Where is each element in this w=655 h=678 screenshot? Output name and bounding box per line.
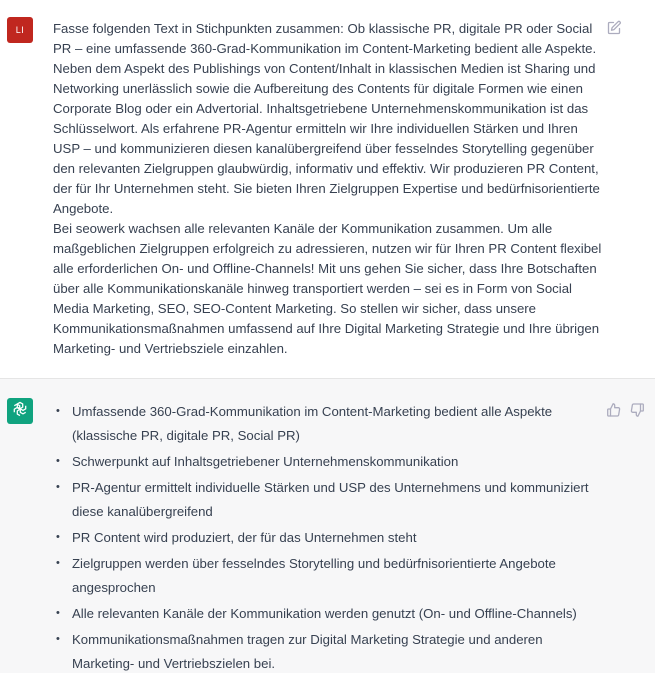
list-item: • Umfassende 360-Grad-Kommunikation im Content-Marketing bedient alle Aspekte (klassische PR, digitale PR, Social PR) bbox=[55, 400, 595, 448]
user-paragraph-2: Bei seowerk wachsen alle relevanten Kanäle der Kommunikation zusammen. Um alle maßgeblichen Zielgruppen erfolgreich zu adressieren, nutzen wir für Ihren PR Content flexibel alle erforderlichen On- und Offline-Channels! Mit uns gehen Sie sicher, dass Ihre Botschaften über alle Kommunikationskanäle hinweg transportiert werden – sei es in Form von Social Media Marketing, SEO, SEO-Content Marketing. So stellen wir sicher, dass unsere Kommunikationsmaßnahmen umfassend auf Ihre Digital Marketing Strategie und Ihre übrigen Marketing- und Vertriebsziele einzahlen. bbox=[53, 221, 602, 356]
openai-logo-icon bbox=[11, 400, 29, 423]
thumbs-down-icon[interactable] bbox=[629, 402, 645, 418]
assistant-message bbox=[0, 379, 655, 673]
list-item: • PR-Agentur ermittelt individuelle Stärken und USP des Unternehmens und kommuniziert diese kanalübergreifend bbox=[55, 476, 595, 524]
edit-icon[interactable] bbox=[606, 20, 622, 36]
list-item: • Schwerpunkt auf Inhaltsgetriebener Unternehmenskommunikation bbox=[55, 450, 595, 474]
assistant-avatar bbox=[7, 398, 33, 424]
thumbs-up-icon[interactable] bbox=[606, 402, 622, 418]
user-message-text bbox=[53, 19, 603, 359]
list-item: • Alle relevanten Kanäle der Kommunikation werden genutzt (On- und Offline-Channels) bbox=[55, 602, 595, 626]
list-item: • Kommunikationsmaßnahmen tragen zur Digital Marketing Strategie und anderen Marketing- und Vertriebszielen bei. bbox=[55, 628, 595, 676]
list-item: • PR Content wird produziert, der für das Unternehmen steht bbox=[55, 526, 595, 550]
summary-bullet-list bbox=[55, 400, 595, 678]
user-avatar: LI bbox=[7, 17, 33, 43]
user-paragraph-1: Fasse folgenden Text in Stichpunkten zusammen: Ob klassische PR, digitale PR oder Social PR – eine umfassende 360-Grad-Kommunikation im Content-Marketing bedient alle Aspekte. Neben dem Aspekt des Publishings von Content/Inhalt in klassischen Medien ist Sharing und Networking unerlässlich sowie die Aufbereitung des Contents für digitale Formen wie einen Corporate Blog oder ein Advertorial. Inhaltsgetriebene Unternehmenskommunikation ist das Schlüsselwort. Als erfahrene PR-Agentur ermitteln wir Ihre individuellen Stärken und Ihren USP – und kommunizieren diesen kanalübergreifend über fesselndes Storytelling gegenüber den relevanten Zielgruppen glaubwürdig, informativ und effektiv. Wir produzieren PR Content, der für Ihr Unternehmen steht. Sie bieten Ihren Zielgruppen Expertise und bedürfnisorientierte Angebote. bbox=[53, 21, 600, 216]
list-item: • Zielgruppen werden über fesselndes Storytelling und bedürfnisorientierte Angebote angesprochen bbox=[55, 552, 595, 600]
